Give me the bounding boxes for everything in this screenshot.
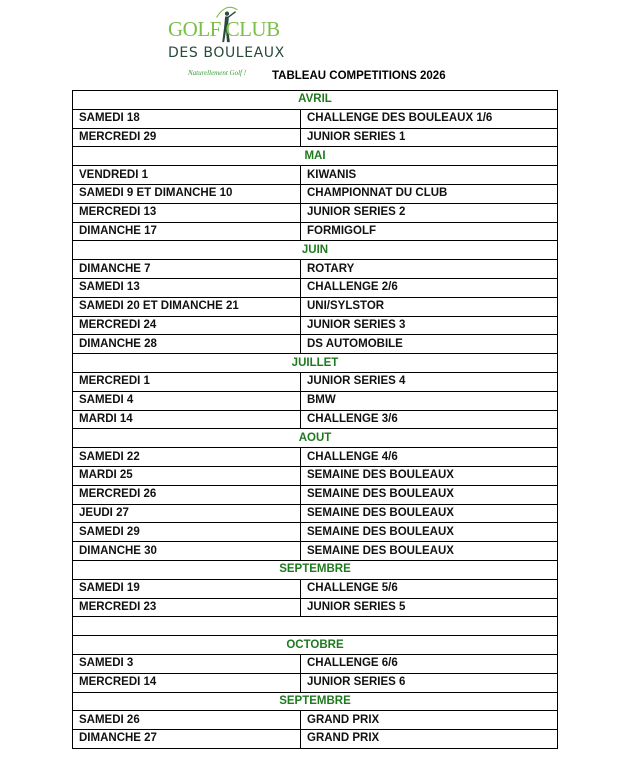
competitions-table [72,90,558,749]
month-label: SEPTEMBRE [73,692,558,711]
table-row [73,335,558,354]
date-cell: SAMEDI 19 [73,579,301,598]
date-cell: DIMANCHE 27 [73,730,301,749]
date-cell: VENDREDI 1 [73,166,301,185]
table-row [73,391,558,410]
table-row [73,654,558,673]
date-cell: DIMANCHE 7 [73,260,301,279]
table-row [73,598,558,617]
date-cell: DIMANCHE 17 [73,222,301,241]
event-cell: SEMAINE DES BOULEAUX [301,523,558,542]
month-label: MAI [73,147,558,166]
event-cell: SEMAINE DES BOULEAUX [301,542,558,561]
event-cell: JUNIOR SERIES 5 [301,598,558,617]
table-row [73,504,558,523]
table-row [73,730,558,749]
table-row [73,466,558,485]
table-row [73,542,558,561]
event-cell: CHAMPIONNAT DU CLUB [301,184,558,203]
date-cell: MERCREDI 24 [73,316,301,335]
event-cell: UNI/SYLSTOR [301,297,558,316]
event-cell: CHALLENGE 6/6 [301,654,558,673]
date-cell: SAMEDI 22 [73,448,301,467]
date-cell: SAMEDI 26 [73,711,301,730]
blank-row [73,617,558,636]
table-row [73,128,558,147]
month-label: SEPTEMBRE [73,560,558,579]
table-row [73,109,558,128]
logo-line1: GOLF CLUB [168,17,280,41]
event-cell: ROTARY [301,260,558,279]
date-cell: MERCREDI 1 [73,372,301,391]
table-row [73,184,558,203]
month-label: JUIN [73,241,558,260]
event-cell: CHALLENGE 4/6 [301,448,558,467]
event-cell: JUNIOR SERIES 1 [301,128,558,147]
event-cell: CHALLENGE 3/6 [301,410,558,429]
date-cell: SAMEDI 29 [73,523,301,542]
table-row [73,410,558,429]
event-cell: JUNIOR SERIES 2 [301,203,558,222]
page-title: TABLEAU COMPETITIONS 2026 [272,70,446,82]
event-cell: SEMAINE DES BOULEAUX [301,466,558,485]
event-cell: KIWANIS [301,166,558,185]
event-cell: CHALLENGE DES BOULEAUX 1/6 [301,109,558,128]
date-cell: SAMEDI 18 [73,109,301,128]
event-cell: BMW [301,391,558,410]
event-cell: DS AUTOMOBILE [301,335,558,354]
month-header-row [73,429,558,448]
month-label: AVRIL [73,91,558,110]
table-row [73,278,558,297]
date-cell: SAMEDI 3 [73,654,301,673]
month-header-row [73,354,558,373]
date-cell: SAMEDI 9 ET DIMANCHE 10 [73,184,301,203]
event-cell: JUNIOR SERIES 3 [301,316,558,335]
table-row [73,166,558,185]
event-cell: FORMIGOLF [301,222,558,241]
logo-tagline: Naturellement Golf ! [188,69,247,77]
table-row [73,316,558,335]
logo-line2: DES BOULEAUX [168,45,285,61]
event-cell: CHALLENGE 5/6 [301,579,558,598]
event-cell: SEMAINE DES BOULEAUX [301,504,558,523]
date-cell: DIMANCHE 30 [73,542,301,561]
event-cell: SEMAINE DES BOULEAUX [301,485,558,504]
month-label: OCTOBRE [73,636,558,655]
table-row [73,485,558,504]
month-header-row [73,636,558,655]
golf-club-logo [168,6,285,84]
table-row [73,448,558,467]
date-cell: MERCREDI 13 [73,203,301,222]
event-cell: CHALLENGE 2/6 [301,278,558,297]
event-cell: GRAND PRIX [301,730,558,749]
date-cell: MARDI 14 [73,410,301,429]
date-cell: MERCREDI 29 [73,128,301,147]
event-cell: GRAND PRIX [301,711,558,730]
month-header-row [73,147,558,166]
event-cell: JUNIOR SERIES 6 [301,673,558,692]
month-header-row [73,692,558,711]
event-cell: JUNIOR SERIES 4 [301,372,558,391]
blank-cell [73,617,558,636]
month-header-row [73,560,558,579]
month-label: JUILLET [73,354,558,373]
table-row [73,579,558,598]
date-cell: MERCREDI 26 [73,485,301,504]
date-cell: MARDI 25 [73,466,301,485]
month-header-row [73,241,558,260]
date-cell: MERCREDI 14 [73,673,301,692]
table-row [73,711,558,730]
table-row [73,222,558,241]
date-cell: JEUDI 27 [73,504,301,523]
month-header-row [73,91,558,110]
date-cell: SAMEDI 4 [73,391,301,410]
date-cell: DIMANCHE 28 [73,335,301,354]
table-row [73,673,558,692]
date-cell: SAMEDI 20 ET DIMANCHE 21 [73,297,301,316]
table-row [73,260,558,279]
date-cell: SAMEDI 13 [73,278,301,297]
date-cell: MERCREDI 23 [73,598,301,617]
table-row [73,203,558,222]
table-row [73,297,558,316]
month-label: AOUT [73,429,558,448]
table-row [73,523,558,542]
table-row [73,372,558,391]
